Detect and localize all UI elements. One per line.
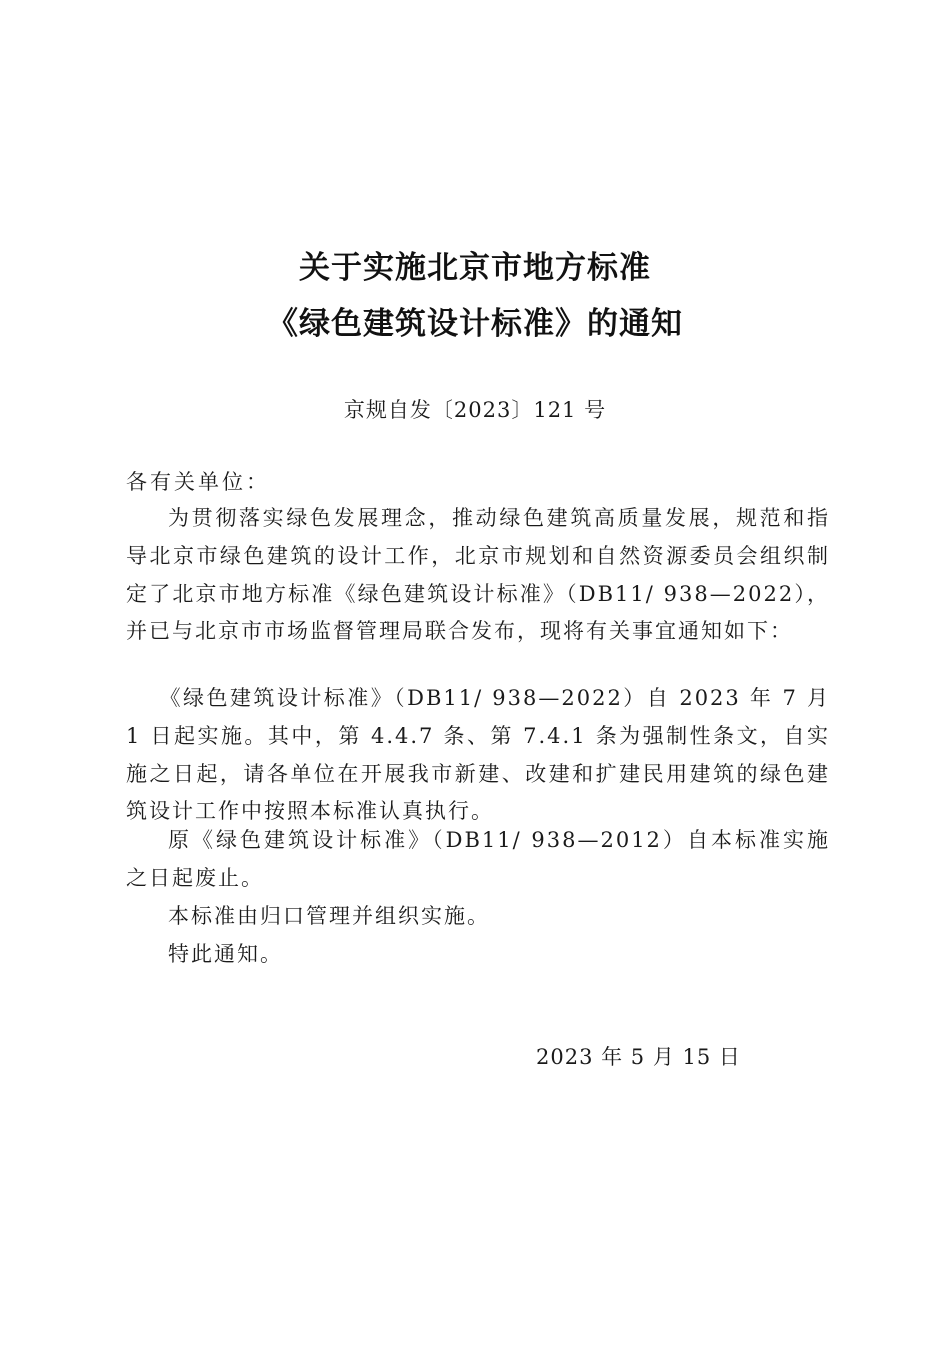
body-paragraph-purpose: 为贯彻落实绿色发展理念，推动绿色建筑高质量发展，规范和指导北京市绿色建筑的设计工作，北京市规划和自然资源委员会组织制定了北京市地方标准《绿色建筑设计标准》（DB11/ 938—2022），并已与北京市市场监督管理局联合发布，现将有关事宜通知如下： xyxy=(126,506,830,644)
document-number: 京规自发〔2023〕121 号 xyxy=(343,398,607,422)
body-paragraph-repeal: 原《绿色建筑设计标准》（DB11/ 938—2012）自本标准实施之日起废止。 xyxy=(126,828,830,890)
notice-title-line-2: 《绿色建筑设计标准》的通知 xyxy=(267,306,683,342)
issue-date: 2023 年 5 月 15 日 xyxy=(536,1045,741,1069)
body-paragraph-closing: 特此通知。 xyxy=(168,942,283,966)
body-paragraph-administration: 本标准由归口管理并组织实施。 xyxy=(168,904,490,928)
addressee: 各有关单位： xyxy=(126,470,270,494)
notice-title-line-1: 关于实施北京市地方标准 xyxy=(299,250,651,286)
body-paragraph-effective-date: 《绿色建筑设计标准》（DB11/ 938—2022）自 2023 年 7 月 1 日起实施。其中，第 4.4.7 条、第 7.4.1 条为强制性条文，自实施之日起，请各单位在开展我市新建、改建和扩建民用建筑的绿色建筑设计工作中按照本标准认真执行。 xyxy=(126,686,830,824)
